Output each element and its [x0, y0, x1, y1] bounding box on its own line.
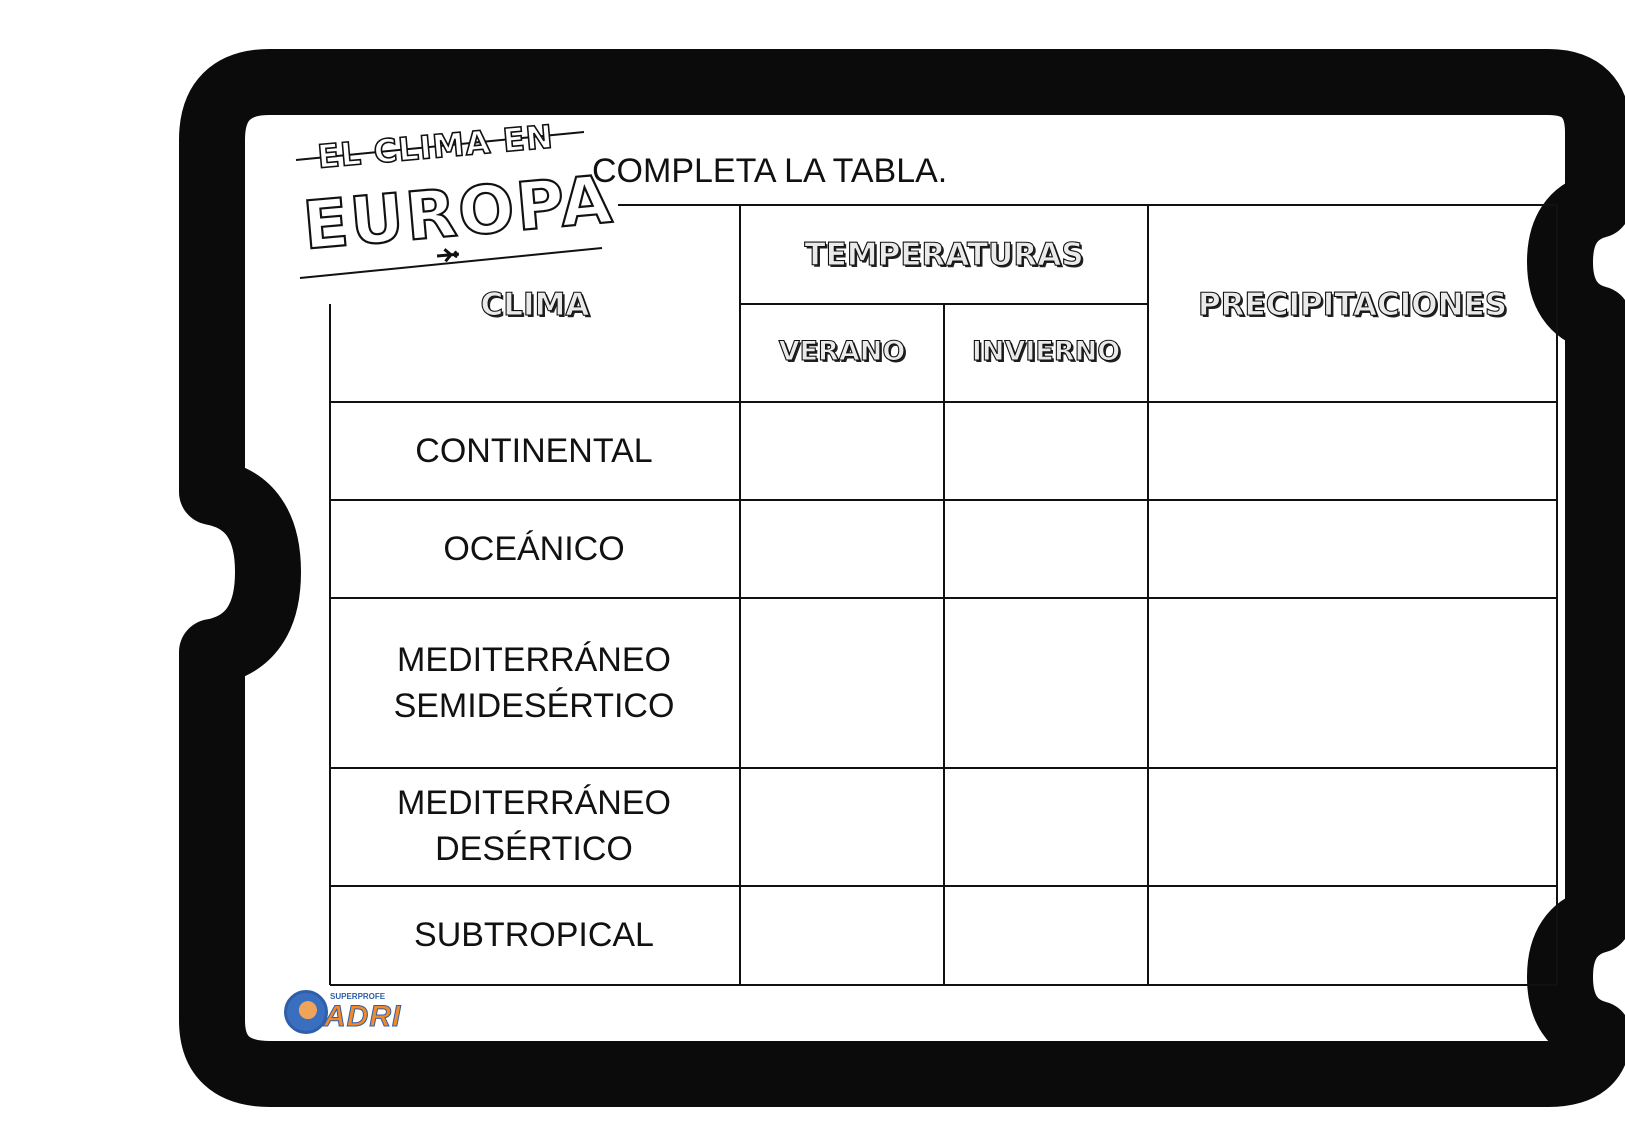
answer-cell-semidesertico-verano[interactable] [742, 600, 942, 766]
answer-cell-subtropical-invierno[interactable] [946, 888, 1146, 983]
superprofe-logo [284, 988, 404, 1038]
title-badge [292, 117, 617, 280]
answer-cell-semidesertico-invierno[interactable] [946, 600, 1146, 766]
answer-cell-oceanico-precipitaciones[interactable] [1150, 502, 1555, 596]
answer-cell-semidesertico-precipitaciones[interactable] [1150, 600, 1555, 766]
answer-cell-desertico-invierno[interactable] [946, 770, 1146, 884]
row-label-continental: CONTINENTAL [415, 432, 653, 470]
row-label-oceanico: OCEÁNICO [443, 530, 625, 568]
logo-mascot-icon [284, 990, 328, 1034]
header-verano: VERANO [778, 336, 906, 367]
instruction-text: COMPLETA LA TABLA. [592, 152, 948, 190]
frame-tab [1590, 625, 1625, 825]
frame-tab [1590, 330, 1625, 530]
answer-cell-oceanico-invierno[interactable] [946, 502, 1146, 596]
logo-name-text: ADRI [324, 1000, 402, 1033]
answer-cell-desertico-precipitaciones[interactable] [1150, 770, 1555, 884]
answer-cell-continental-invierno[interactable] [946, 404, 1146, 498]
row-label-mediterraneo-desertico: MEDITERRÁNEO DESÉRTICO [397, 784, 671, 868]
answer-cell-continental-precipitaciones[interactable] [1150, 404, 1555, 498]
answer-cell-desertico-verano[interactable] [742, 770, 942, 884]
header-temperaturas: TEMPERATURAS [804, 237, 1084, 273]
row-label-subtropical: SUBTROPICAL [414, 916, 654, 954]
row-label-mediterraneo-semidesertico: MEDITERRÁNEO SEMIDESÉRTICO [393, 641, 675, 725]
badge-title-line2: EUROPA [300, 160, 617, 265]
answer-cell-continental-verano[interactable] [742, 404, 942, 498]
header-precipitaciones: PRECIPITACIONES [1197, 287, 1508, 323]
answer-cell-subtropical-verano[interactable] [742, 888, 942, 983]
badge-title-line1: EL CLIMA EN [316, 117, 555, 176]
answer-cell-oceanico-verano[interactable] [742, 502, 942, 596]
header-invierno: INVIERNO [971, 336, 1121, 367]
answer-cell-subtropical-precipitaciones[interactable] [1150, 888, 1555, 983]
logo-small-text: SUPERPROFE [330, 992, 386, 1001]
header-clima: CLIMA [480, 287, 590, 323]
